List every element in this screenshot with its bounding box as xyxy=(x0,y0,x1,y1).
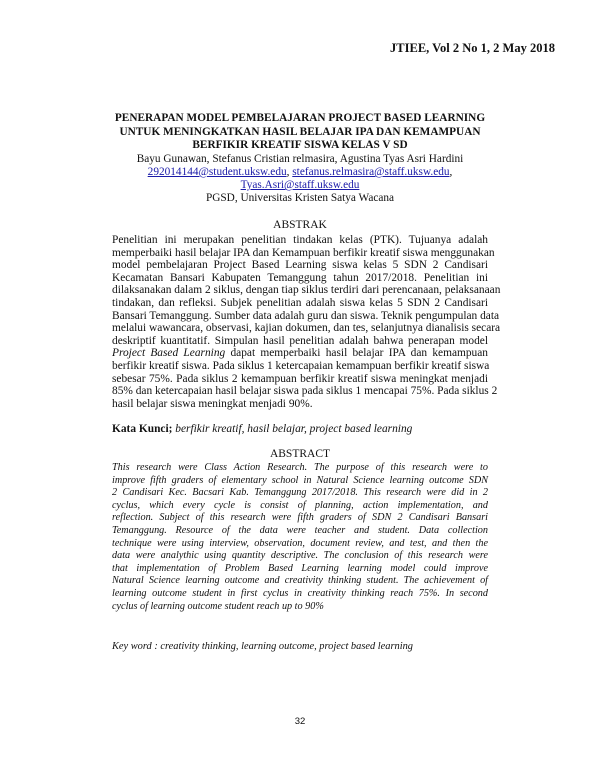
abstrak-italic-term: Project Based Learning xyxy=(112,347,226,360)
email-link-1[interactable]: 292014144@student.uksw.edu xyxy=(147,166,287,178)
abstract-line: reflection. Subject of this research were fifth graders of SDN 2 Candisari Bansari xyxy=(112,512,488,524)
abstrak-line: Kecamatan Bansari Kabupaten Temanggung tahun 2017/2018. Penelitian ini xyxy=(112,271,488,284)
affiliation: PGSD, Universitas Kristen Satya Wacana xyxy=(205,192,395,204)
title-line: BERFIKIR KREATIF SISWA KELAS V SD xyxy=(192,139,408,151)
abstrak-line: sebesar 75%. Pada siklus 2 kemampuan berfikir kreatif siswa meningkat menjadi xyxy=(112,372,488,385)
abstract-body xyxy=(112,462,488,613)
abstrak-line: berfikir kreatif siswa. Pada siklus 1 ketercapaian kemampuan berfikir kreatif siswa xyxy=(112,359,490,372)
abstract-line: Natural Science learning outcome and creativity thinking student. The achievement of xyxy=(112,575,488,587)
kata-kunci xyxy=(112,423,488,436)
abstrak-line: dilaksanakan dalam 2 siklus, dengan tiap siklus terdiri dari perencanaan, pelaksanaan xyxy=(112,284,501,297)
abstract-line: Temanggung. Resource of the data were teacher and student. Data collection xyxy=(112,524,488,536)
kata-kunci-value: berfikir kreatif, hasil belajar, project based learning xyxy=(172,423,413,435)
abstract-line: technique were using interview, observation, document review, and test, and then the xyxy=(112,537,488,549)
email-separator: , xyxy=(449,166,453,178)
author-names: Bayu Gunawan, Stefanus Cristian relmasira, Agustina Tyas Asri Hardini xyxy=(136,153,464,165)
abstract-line: This research were Class Action Research. The purpose of this research were to xyxy=(112,462,488,473)
page-number: 32 xyxy=(294,716,306,727)
abstrak-line: model pembelajaran Project Based Learning siswa kelas 5 SDN 2 Candisari xyxy=(112,259,488,272)
title-line: PENERAPAN MODEL PEMBELAJARAN PROJECT BASED LEARNING xyxy=(114,112,486,124)
journal-reference: JTIEE, Vol 2 No 1, 2 May 2018 xyxy=(390,41,555,55)
author-emails-row xyxy=(60,166,540,179)
author-block xyxy=(60,153,540,205)
abstract-line: cyclus, which every cycle is consist of planning, action implementation, and xyxy=(112,499,488,511)
author-emails-row xyxy=(60,179,540,192)
key-word: Key word : creativity thinking, learning outcome, project based learning xyxy=(112,641,413,652)
kata-kunci-label: Kata Kunci; xyxy=(112,423,173,435)
abstract-line: learning outcome student in first cyclus in creativity thinking reach 75%. In second xyxy=(112,587,488,599)
title-line: UNTUK MENINGKATKAN HASIL BELAJAR IPA DAN KEMAMPUAN xyxy=(119,125,481,138)
abstrak-line: deskriptif kuantitatif. Simpulan hasil penelitian adalah bahwa penerapan model xyxy=(112,334,488,347)
email-link-2[interactable]: stefanus.relmasira@staff.uksw.edu xyxy=(292,166,450,178)
abstrak-line: 85% dan ketercapaian hasil belajar siswa pada siklus 1 mencapai 75%. Pada siklus 2 xyxy=(112,385,498,398)
abstrak-line-rest: dapat memperbaiki hasil belajar IPA dan kemampuan xyxy=(225,347,489,360)
abstrak-heading: ABSTRAK xyxy=(273,219,327,231)
abstrak-line: Bansari Temanggung. Sumber data adalah guru dan siswa. Teknik pengumpulan data xyxy=(112,309,500,322)
email-separator: , xyxy=(286,166,293,178)
abstract-line: cyclus of learning outcome student reach up to 90% xyxy=(112,600,324,612)
abstrak-body xyxy=(112,234,501,410)
email-link-3[interactable]: Tyas.Asri@staff.uksw.edu xyxy=(240,179,360,191)
abstrak-line: melalui wawancara, observasi, kajian dokumen, dan tes, selanjutnya dianalisis secara xyxy=(112,322,501,335)
abstrak-line: hasil belajar siswa meningkat menjadi 90%. xyxy=(112,397,313,410)
abstract-line: 2 Candisari Kec. Bacsari Kab. Temanggung 2017/2018. This research were did in 2 xyxy=(112,487,488,499)
abstract-line: data were analythic using quantity descriptive. The conclusion of this research were xyxy=(112,550,488,562)
abstrak-line: memperbaiki hasil belajar IPA dan Kemampuan berfikir kreatif siswa menggunakan xyxy=(112,246,495,259)
abstract-heading: ABSTRACT xyxy=(269,448,331,460)
abstract-line: improve fifth graders of elementary school in Natural Science learning outcome SDN xyxy=(112,474,488,486)
abstrak-line xyxy=(112,347,488,360)
paper-title xyxy=(60,112,540,153)
abstract-line: that implementation of Problem Based Learning learning model could improve xyxy=(112,562,488,574)
abstrak-line: Penelitian ini merupakan penelitian tindakan kelas (PTK). Tujuanya adalah xyxy=(112,234,488,246)
abstrak-line: tindakan, dan refleksi. Subjek penelitian adalah siswa kelas 5 SDN 2 Candisari xyxy=(112,296,488,309)
